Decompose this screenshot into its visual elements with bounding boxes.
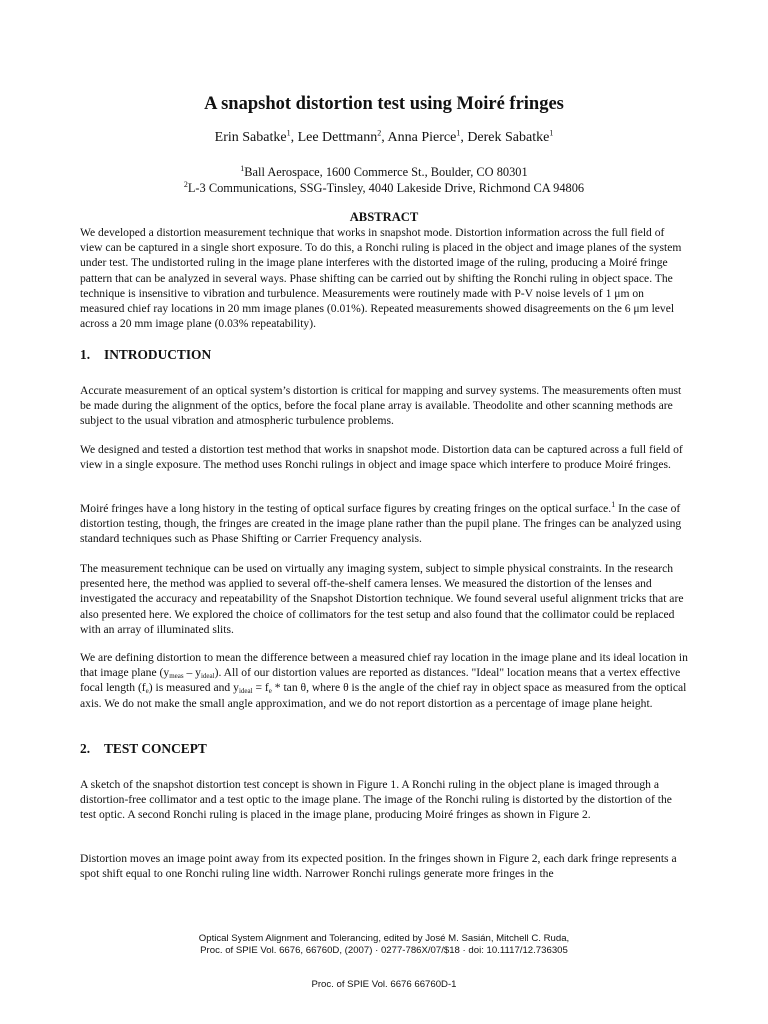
affiliation-text: L-3 Communications, SSG-Tinsley, 4040 Lakeside Drive, Richmond CA 94806: [187, 181, 585, 195]
section-heading-test-concept: [80, 741, 207, 757]
subscript: ideal: [238, 687, 253, 696]
page-label: Proc. of SPIE Vol. 6676 66760D-1: [311, 979, 457, 990]
author-name: Derek Sabatke: [467, 130, 550, 145]
reference-mark: 1: [611, 500, 616, 510]
paragraph: We designed and tested a distortion test method that works in snapshot mode. Distortion data can be captured across a full field of view in a single exposure. The method uses Ronchi rulings in object and image space which interfere to produce Moiré fringes.: [80, 443, 683, 472]
paragraph: Distortion moves an image point away from its expected position. In the fringes shown in Figure 2, each dark fringe represents a spot shift equal to one Ronchi ruling line width. Narrower Ronchi rulings generate more fringes in the: [80, 852, 677, 881]
affiliation-mark: 1: [240, 163, 245, 173]
section-number: 2.: [80, 741, 91, 756]
affiliation-mark: 2: [183, 179, 188, 189]
abstract-heading: ABSTRACT: [349, 210, 419, 224]
author-name: Lee Dettmann: [297, 130, 378, 145]
subscript: e: [268, 687, 272, 696]
citation-footer: [0, 933, 768, 957]
paragraph: [80, 650, 688, 711]
author-affiliation-mark: 1: [549, 128, 554, 138]
subscript: ideal: [200, 672, 215, 681]
section-heading-introduction: [80, 347, 211, 363]
paragraph-text: ). All of our distortion values are reported as distances. "Ideal" location means that a vertex effective focal length (f: [80, 666, 681, 695]
paragraph: [80, 501, 688, 547]
section-title: TEST CONCEPT: [104, 741, 207, 756]
paragraph: Accurate measurement of an optical system’s distortion is critical for mapping and survey systems. The measurements often must be made during the alignment of the optics, before the focal plane array is available. Theodolite and other scanning methods are subject to the usual vibration and atmospheric turbulence problems.: [80, 384, 682, 428]
citation-line: Proc. of SPIE Vol. 6676, 66760D, (2007) · 0277-786X/07/$18 · doi: 10.1117/12.736305: [200, 945, 568, 956]
paragraph: A sketch of the snapshot distortion test concept is shown in Figure 1. A Ronchi ruling in the object plane is imaged through a distortion-free collimator and a test optic to the image plane. The image of the Ronchi ruling is distorted by the distortion of the test optic. A second Ronchi ruling is placed in the image plane, producing Moiré fringes as shown in Figure 2.: [80, 778, 672, 822]
author-affiliation-mark: 1: [286, 128, 291, 138]
paragraph-text: ) is measured and y: [148, 681, 239, 695]
paragraph-text: – y: [183, 666, 201, 680]
paragraph-text: * tan θ, where θ is the angle of the chief ray in object space as measured from the optical axis. We do not make the small angle approximation, and we do not report distortion as a percentage of image plane height.: [80, 681, 687, 710]
paragraph: The measurement technique can be used on virtually any imaging system, subject to simple physical constraints. In the research presented here, the method was applied to several off-the-shelf camera lenses. We measured the distortion of the lenses and investigated the accuracy and repeatability of the Snapshot Distortion technique. We found several useful alignment tricks that are also presented here. We explored the choice of collimators for the test setup and also found that the collimator could be replaced with an array of illuminated slits.: [80, 562, 684, 636]
subscript: meas: [169, 672, 184, 681]
paragraph-text: = f: [252, 681, 269, 695]
paper-title: A snapshot distortion test using Moiré fringes: [204, 94, 564, 114]
section-number: 1.: [80, 347, 91, 362]
section-title: INTRODUCTION: [104, 347, 212, 362]
author-name: Erin Sabatke: [214, 130, 287, 145]
paragraph-text: Moiré fringes have a long history in the testing of optical surface figures by creating fringes on the optical surface.: [80, 502, 612, 515]
author-list: Erin Sabatke$^1$, Lee Dettmann$^2$, Anna Pierce$^1$, Derek Sabatke$^1$: [214, 128, 554, 145]
author-affiliation-mark: 1: [456, 128, 461, 138]
paragraph-text: In the case of distortion testing, though, the fringes are created in the image plane rather than the pupil plane. The fringes can be analyzed using standard techniques such as Phase Shifting or Carrier Frequency analysis.: [80, 502, 682, 546]
citation-line: Optical System Alignment and Tolerancing, edited by José M. Sasián, Mitchell C. Ruda,: [198, 933, 570, 944]
affiliation-line: [0, 165, 768, 180]
affiliation-line: [0, 181, 768, 196]
affiliation-text: Ball Aerospace, 1600 Commerce St., Boulder, CO 80301: [244, 165, 528, 179]
author-affiliation-mark: 2: [377, 128, 382, 138]
subscript: e: [145, 687, 149, 696]
paragraph-text: We are defining distortion to mean the difference between a measured chief ray location in the image plane and its ideal location in that image plane (y: [80, 651, 688, 680]
author-name: Anna Pierce: [387, 130, 457, 145]
abstract-text: We developed a distortion measurement technique that works in snapshot mode. Distortion information across the full field of view can be captured in a single short exposure. To do this, a Ronchi ruling is placed in the object and image planes of the system under test. The undistorted ruling in the image plane interferes with the distorted image of the ruling, producing a Moiré fringe pattern that can be analyzed in several ways. Phase shifting can be carried out by shifting the Ronchi ruling in object space. The technique is insensitive to vibration and turbulence. Measurements were routinely made with P-V noise levels of 1 μm on measured chief ray locations in 20 mm image planes (0.01%). Repeated measurements showed disagreements on the 6 μm level across a 20 mm image plane (0.03% repeatability).: [80, 226, 682, 331]
